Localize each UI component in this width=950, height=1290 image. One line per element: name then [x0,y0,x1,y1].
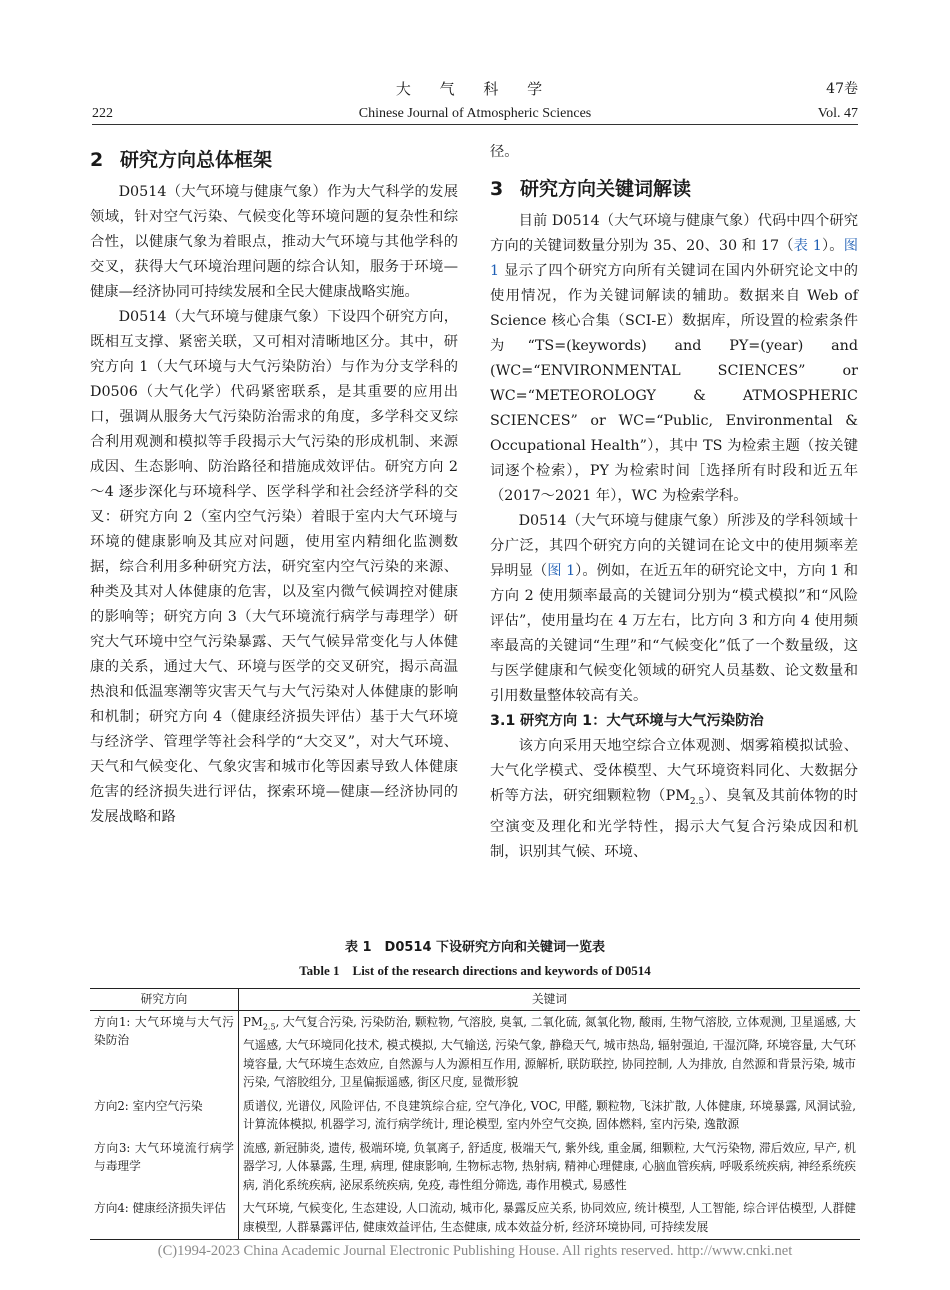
table-caption-cn: 表 1 D0514 下设研究方向和关键词一览表 [344,940,606,955]
table-caption-en: Table 1 List of the research directions and keywords of D0514 [299,963,651,978]
keywords-cell: 质谱仪, 光谱仪, 风险评估, 不良建筑综合症, 空气净化, VOC, 甲醛, 颗粒物, 飞沫扩散, 人体健康, 环境暴露, 风洞试验, 计算流体模拟, 机器学习, 流行病学统计, 理论模型, 室内外空气交换, 固体燃料, 室内污染, 逸散源 [243,1098,856,1132]
left-column [90,140,458,830]
subsection-3-1-heading [490,709,858,734]
section-2-heading [90,140,458,180]
direction-cell: 方向1: 大气环境与大气污染防治 [90,1010,239,1095]
copyright-footer: (C)1994-2023 China Academic Journal Electronic Publishing House. All rights reserved. http://www.cnki.net [157,1243,793,1259]
volume-en: Vol. 47 [817,106,858,121]
table-row [90,1197,860,1240]
table-row [90,1095,860,1137]
header-rule [92,124,858,125]
journal-title-en: Chinese Journal of Atmospheric Sciences [358,106,592,121]
right-column [490,140,858,865]
table-header-row [90,989,860,1011]
paragraph: 目前 D0514（大气环境与健康气象）代码中四个研究方向的关键词数量分别为 35、20、30 和 17（表 1）。图 1 显示了四个研究方向所有关键词在国内外研究论文中的使用情况，作为关键词解读的辅助。数据来自 Web of Science 核心合集（SCI-E）数据库，所设置的检索条件为“TS=(keywords) and PY=(year) and (WC=“ENVIRONMENTAL SCIENCES” or WC=“METEOROLOGY & ATMOSPHERIC SCIENCES” or WC=“Public, Environmental & Occupational Health”），其中 TS 为检索主题（按关键词逐个检索），PY 为检索时间［选择所有时段和近五年（2017～2021 年），WC 为检索学科。 [490,213,858,504]
direction-cell: 方向4: 健康经济损失评估 [90,1197,239,1240]
section-3-heading [490,169,858,209]
subsection-number: 3.1 [490,713,516,729]
keywords-cell: 流感, 新冠肺炎, 遗传, 极端环境, 负氧离子, 舒适度, 极端天气, 紫外线, 重金属, 细颗粒, 大气污染物, 滞后效应, 早产, 机器学习, 人体暴露, 生理, 病理, 健康影响, 生物标志物, 热射病, 精神心理健康, 心脑血管疾病, 呼吸系统疾病, 神经系统疾病, 消化系统疾病, 泌尿系统疾病, 免疫, 毒性组分筛选, 毒作用模式, 易感性 [243,1140,856,1192]
section-number: 3 [490,178,504,200]
paragraph: D0514（大气环境与健康气象）所涉及的学科领域十分广泛，其四个研究方向的关键词在论文中的使用频率差异明显（图 1）。例如，在近五年的研究论文中，方向 1 和方向 2 使用频率最高的关键词分别为“模式模拟”和“风险评估”，使用量均在 4 万左右，比方向 3 和方向 4 使用频率最高的关键词“生理”和“气候变化”低了一个数量级，这与医学健康和气候变化领域的研究人员基数、论文数量和引用数量整体较高有关。 [490,513,858,704]
journal-title-cn: 大 气 科 学 [395,80,555,98]
section-number: 2 [90,149,104,171]
keywords-table [90,988,860,1240]
table-1-link[interactable]: 表 1 [793,238,822,254]
page-number: 222 [92,106,113,121]
paragraph: 该方向采用天地空综合立体观测、烟雾箱模拟试验、大气化学模式、受体模型、大气环境资料同化、大数据分析等方法，研究细颗粒物$(PM_{2.5})$、臭氧及其前体物的时空演变及理化和光学特性，揭示大气复合污染成因和机制，识别其气候、环境、 [490,738,858,860]
direction-cell: 方向2: 室内空气污染 [90,1095,239,1137]
figure-1-link[interactable]: 图 1 [490,238,858,279]
table-row [90,1010,860,1095]
running-header [92,78,858,126]
paragraph: D0514（大气环境与健康气象）作为大气科学的发展领域，针对空气污染、气候变化等环境问题的复杂性和综合性，以健康气象为着眼点，推动大气环境与其他学科的交叉，获得大气环境治理问题的综合认知，服务于环境—健康—经济协同可持续发展和全民大健康战略实施。 [90,184,458,300]
column-header: 关键词 [239,989,861,1011]
figure-1-link[interactable]: 图 1 [547,563,576,579]
section-title: 研究方向关键词解读 [520,178,692,200]
column-header: 研究方向 [90,989,239,1011]
keywords-cell: 大气环境, 气候变化, 生态建设, 人口流动, 城市化, 暴露反应关系, 协同效应, 统计模型, 人工智能, 综合评估模型, 人群健康模型, 人群暴露评估, 健康效益评估, 生态健康, 成本效益分析, 经济环境协同, 可持续发展 [239,1197,861,1240]
keywords-cell: $PM_{2.5}$, 大气复合污染, 污染防治, 颗粒物, 气溶胶, 臭氧, 二氧化硫, 氮氧化物, 酸雨, 生物气溶胶, 立体观测, 卫星遥感, 大气遥感, 大气环境同化技术, 模式模拟, 大气输送, 污染气象, 静稳天气, 城市热岛, 辐射强迫, 干湿沉降, 环境容量, 大气环境容量, 大气环境生态效应, 自然源与人为源相互作用, 源解析, 联防联控, 协同控制, 人为排放, 自然源和背景污染, 城市污染, 气溶胶组分, 卫星偏振遥感, 街区尺度, 显微形貌 [243,1014,856,1090]
paragraph: D0514（大气环境与健康气象）下设四个研究方向，既相互支撑、紧密关联，又可相对清晰地区分。其中，研究方向 1（大气环境与大气污染防治）与作为分支学科的 D0506（大气化学）代码紧密联系，是其重要的应用出口，强调从服务大气污染防治需求的角度，多学科交叉综合利用观测和模拟等手段揭示大气污染的形成机制、来源成因、生态影响、防治路径和措施成效评估。研究方向 2～4 逐步深化与环境科学、医学科学和社会经济学科的交叉：研究方向 2（室内空气污染）着眼于室内大气环境与环境的健康影响及其应对问题，使用室内精细化监测数据，综合利用多种研究方法，研究室内空气污染的来源、种类及其对人体健康的危害，以及室内微气候调控对健康的影响等；研究方向 3（大气环境流行病学与毒理学）研究大气环境中空气污染暴露、天气气候异常变化与人体健康的关系，通过大气、环境与医学的交叉研究，揭示高温热浪和低温寒潮等灾害天气与大气污染对人体健康的影响和机制；研究方向 4（健康经济损失评估）基于大气环境与经济学、管理学等社会科学的“大交叉”，对大气环境、天气和气候变化、气象灾害和城市化等因素导致人体健康危害的经济损失进行评估，探索环境—健康—经济协同的发展战略和路 [90,309,458,825]
direction-cell: 方向3: 大气环境流行病学与毒理学 [90,1137,239,1198]
table-row [90,1137,860,1198]
table-body [90,1010,860,1240]
subsection-title: 研究方向 1：大气环境与大气污染防治 [520,713,764,729]
volume-cn: 47卷 [826,81,858,97]
continued-text: 径。 [490,144,519,160]
section-title: 研究方向总体框架 [120,149,273,171]
